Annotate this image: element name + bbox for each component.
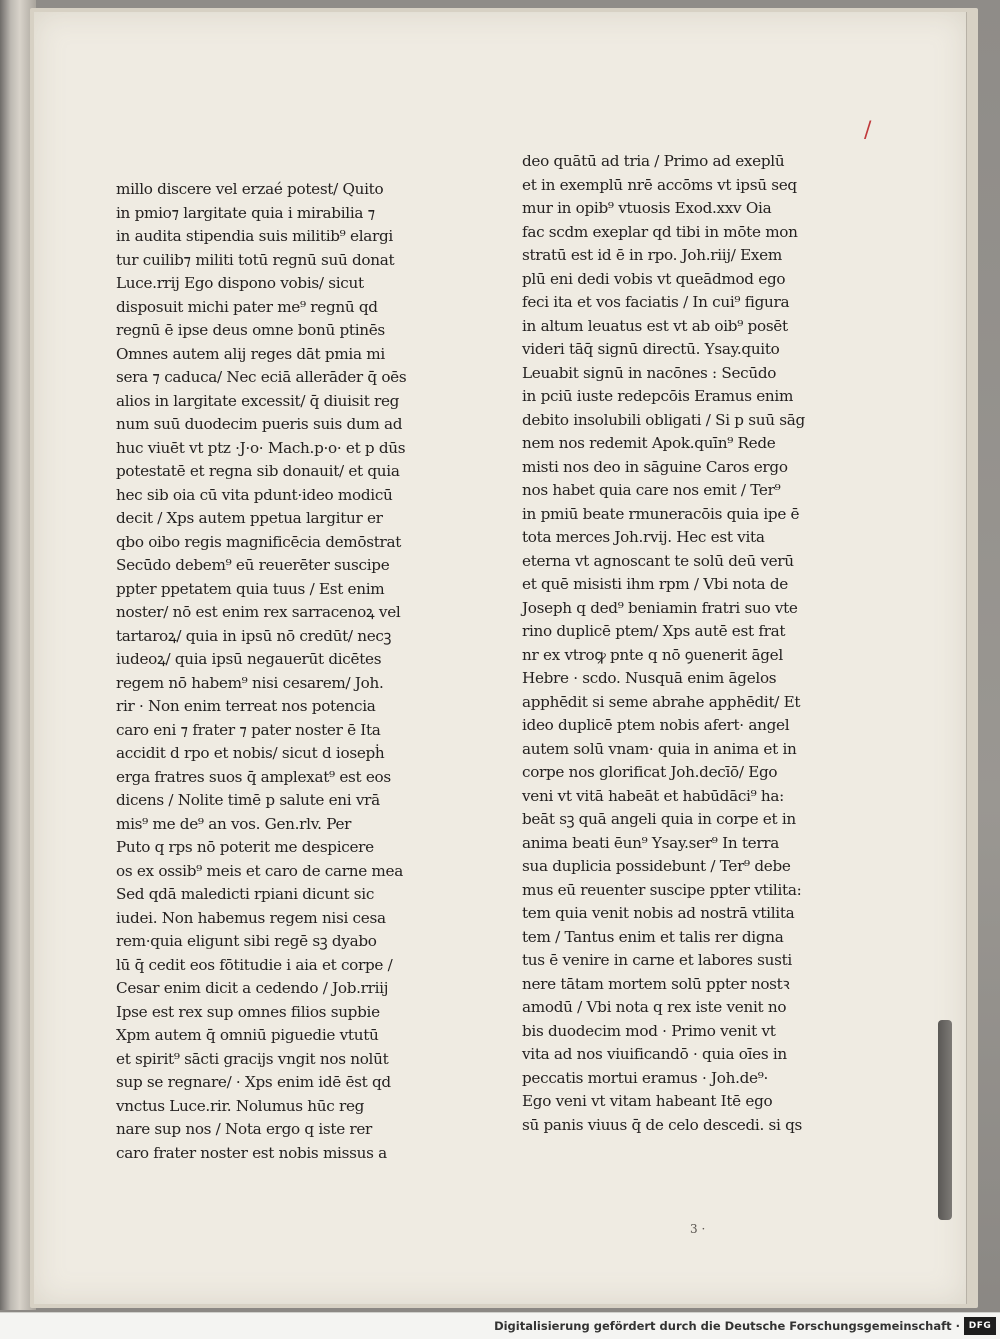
text-line: in audita stipendia suis militib⁹ elargi xyxy=(116,227,393,245)
text-line: regem nō habem⁹ nisi cesarem/ Joh. xyxy=(116,673,384,692)
text-line: et spirit⁹ sācti gracijs vngit nos nolūt xyxy=(116,1049,389,1068)
text-line: Omnes autem alij reges dāt pmia mi xyxy=(116,344,385,363)
text-line: amodū / Vbi nota q rex iste venit no xyxy=(522,998,787,1016)
text-line: misti nos deo in sāguine Caros ergo xyxy=(522,457,788,476)
text-line: stratū est id ē in rpo. Joh.riij/ Exem xyxy=(522,246,782,264)
text-line: mis⁹ me de⁹ an vos. Gen.rlv. Per xyxy=(116,814,352,833)
text-line: nos habet quia care nos emit / Ter⁹ xyxy=(522,481,781,499)
text-line: Xpm autem q̄ omniū piguedie vtutū xyxy=(116,1026,379,1044)
funding-credit: Digitalisierung gefördert durch die Deutsche Forschungsgemeinschaft · xyxy=(494,1319,960,1333)
footer-bar xyxy=(0,1312,1000,1339)
text-line: Ipse est rex sup omnes filios supbie xyxy=(116,1002,380,1021)
bottom-marks: 3 · xyxy=(690,1222,706,1236)
text-line: tem / Tantus enim et talis rer digna xyxy=(522,927,784,946)
text-line: ppter ppetatem quia tuus / Est enim xyxy=(116,579,385,598)
text-line: veni vt vitā habeāt et habūdāci⁹ ha: xyxy=(522,786,784,805)
text-line: sup se regnare/ · Xps enim idē ēst qd xyxy=(116,1073,391,1091)
text-line: dicens / Nolite timē p salute eni vrā xyxy=(116,791,380,809)
text-line: in altum leuatus est vt ab oib⁹ posēt xyxy=(522,316,788,335)
left-text-column xyxy=(116,178,406,1165)
text-line: Secūdo debem⁹ eū reuerēter suscipe xyxy=(116,556,390,574)
text-line: potestatē et regna sib donauit/ et quia xyxy=(116,462,400,480)
text-line: in pciū iuste redepcōis Eramus enim xyxy=(522,387,794,405)
text-line: huc viuēt vt ptz ·J·o· Mach.p·o· et p dūs xyxy=(116,438,406,457)
text-line: nare sup nos / Nota ergo q iste rer xyxy=(116,1120,373,1138)
text-line: iudeoꝝ/ quia ipsū negauerūt dicētes xyxy=(116,650,382,668)
text-line: accidit d rpo et nobis/ sicut d iosepḣ xyxy=(116,744,385,762)
text-line: debito insolubili obligati / Si p suū sāg xyxy=(522,410,805,429)
text-line: fac scdm exeplar qd tibi in mōte mon xyxy=(522,222,798,241)
text-line: sera ⁊ caduca/ Nec eciā allerāder q̄ oēs xyxy=(116,368,407,386)
text-line: in pmiū beate rmuneracōis quia ipe ē xyxy=(522,504,800,523)
text-line: rir · Non enim terreat nos potencia xyxy=(116,697,376,715)
dfg-logo: DFG xyxy=(964,1317,996,1335)
text-line: tem quia venit nobis ad nostrā vtilita xyxy=(522,904,795,922)
text-line: tota merces Joh.rvij. Hec est vita xyxy=(522,528,765,546)
text-line: Ego veni vt vitam habeant Itē ego xyxy=(522,1092,773,1110)
text-line: mus eū reuenter suscipe ppter vtilita: xyxy=(522,880,802,899)
text-line: vnctus Luce.rir. Nolumus hūc reg xyxy=(116,1096,365,1115)
text-line: nere tātam mortem solū ppter nostꝛ xyxy=(522,974,790,993)
text-line: hec sib oia cū vita pdunt·ideo modicū xyxy=(116,485,393,504)
text-line: tus ē venire in carne et labores susti xyxy=(522,951,792,969)
text-line: Hebre · scdo. Nusquā enim āgelos xyxy=(522,669,777,687)
text-line: et in exemplū nrē accōms vt ipsū seq xyxy=(522,175,797,194)
text-line: tur cuilib⁊ militi totū regnū suū donat xyxy=(116,250,395,269)
text-line: mur in opib⁹ vtuosis Exod.xxv Oia xyxy=(522,199,772,217)
text-line: caro eni ⁊ frater ⁊ pater noster ē Ita xyxy=(116,720,381,739)
text-line: erga fratres suos q̄ amplexat⁹ est eos xyxy=(116,767,391,786)
text-line: os ex ossib⁹ meis et caro de carne mea xyxy=(116,861,403,880)
text-line: Cesar enim dicit a cedendo / Job.rriij xyxy=(116,979,389,997)
text-line: bis duodecim mod · Primo venit vt xyxy=(522,1021,776,1040)
text-line: beāt sꝫ quā angeli quia in corpe et in xyxy=(522,810,796,828)
text-line: noster/ nō est enim rex sarracenoꝝ vel xyxy=(116,603,401,621)
text-line: lū q̄ cedit eos fōtitudie i aia et corpe / xyxy=(116,955,393,974)
text-line: qbo oibo regis magnificēcia demōstrat xyxy=(116,532,402,551)
folio-mark: / xyxy=(864,118,872,143)
right-text-column xyxy=(522,150,805,1137)
text-line: feci ita et vos faciatis / In cui⁹ figura xyxy=(522,293,790,311)
text-line: rem·quia eligunt sibi regē sꝫ dyabo xyxy=(116,932,377,950)
text-line: apphēdit si seme abrahe apphēdit/ Et xyxy=(522,692,801,711)
text-line: regnū ē ipse deus omne bonū ptinēs xyxy=(116,321,385,339)
text-line: ideo duplicē ptem nobis afert· angel xyxy=(522,716,790,734)
text-line: tartaroꝝ/ quia in ipsū nō credūt/ necꝫ xyxy=(116,626,392,645)
text-line: nem nos redemit Apok.quīn⁹ Rede xyxy=(522,434,776,452)
text-line: corpe nos glorificat Joh.decīō/ Ego xyxy=(522,763,778,781)
text-line: millo discere vel erzaé potest/ Quito xyxy=(116,180,384,198)
text-line: autem solū vnam· quia in anima et in xyxy=(522,739,797,758)
text-line: anima beati ēun⁹ Ysay.ser⁹ In terra xyxy=(522,833,779,852)
text-line: eterna vt agnoscant te solū deū verū xyxy=(522,551,794,570)
text-line: deo quātū ad tria / Primo ad exeplū xyxy=(522,152,785,170)
text-line: sū panis viuus q̄ de celo descedi. si qs xyxy=(522,1115,802,1134)
text-line: alios in largitate excessit/ q̄ diuisit reg xyxy=(116,391,400,410)
page-clip xyxy=(938,1020,952,1220)
text-line: Luce.rrij Ego dispono vobis/ sicut xyxy=(116,274,364,292)
text-line: Puto q rps nō poterit me despicere xyxy=(116,838,374,856)
text-line: num suū duodecim pueris suis dum ad xyxy=(116,415,403,433)
text-line: decit / Xps autem ppetua largitur er xyxy=(116,509,383,527)
text-line: peccatis mortui eramus · Joh.de⁹· xyxy=(522,1068,769,1087)
text-line: plū eni dedi vobis vt queādmod ego xyxy=(522,269,786,288)
text-line: Leuabit signū in nacōnes : Secūdo xyxy=(522,363,777,382)
text-line: rino duplicē ptem/ Xps autē est frat xyxy=(522,622,786,640)
text-line: nr ex vtroꝙ pnte q nō ꝯuenerit āgel xyxy=(522,645,783,664)
text-line: Joseph q ded⁹ beniamin fratri suo vte xyxy=(522,598,798,617)
text-line: vita ad nos viuificandō · quia oīes in xyxy=(522,1045,787,1063)
text-line: videri tāq̄ signū directū. Ysay.quito xyxy=(522,340,780,358)
text-line: Sed qdā maledicti rpiani dicunt sic xyxy=(116,885,375,903)
text-line: sua duplicia possidebunt / Ter⁹ debe xyxy=(522,857,791,875)
text-line: caro frater noster est nobis missus a xyxy=(116,1143,387,1162)
text-line: disposuit michi pater me⁹ regnū qd xyxy=(116,297,378,316)
text-line: iudei. Non habemus regem nisi cesa xyxy=(116,908,386,927)
text-line: et quē misisti ihm rpm / Vbi nota de xyxy=(522,575,788,593)
text-line: in pmio⁊ largitate quia i mirabilia ⁊ xyxy=(116,203,375,222)
